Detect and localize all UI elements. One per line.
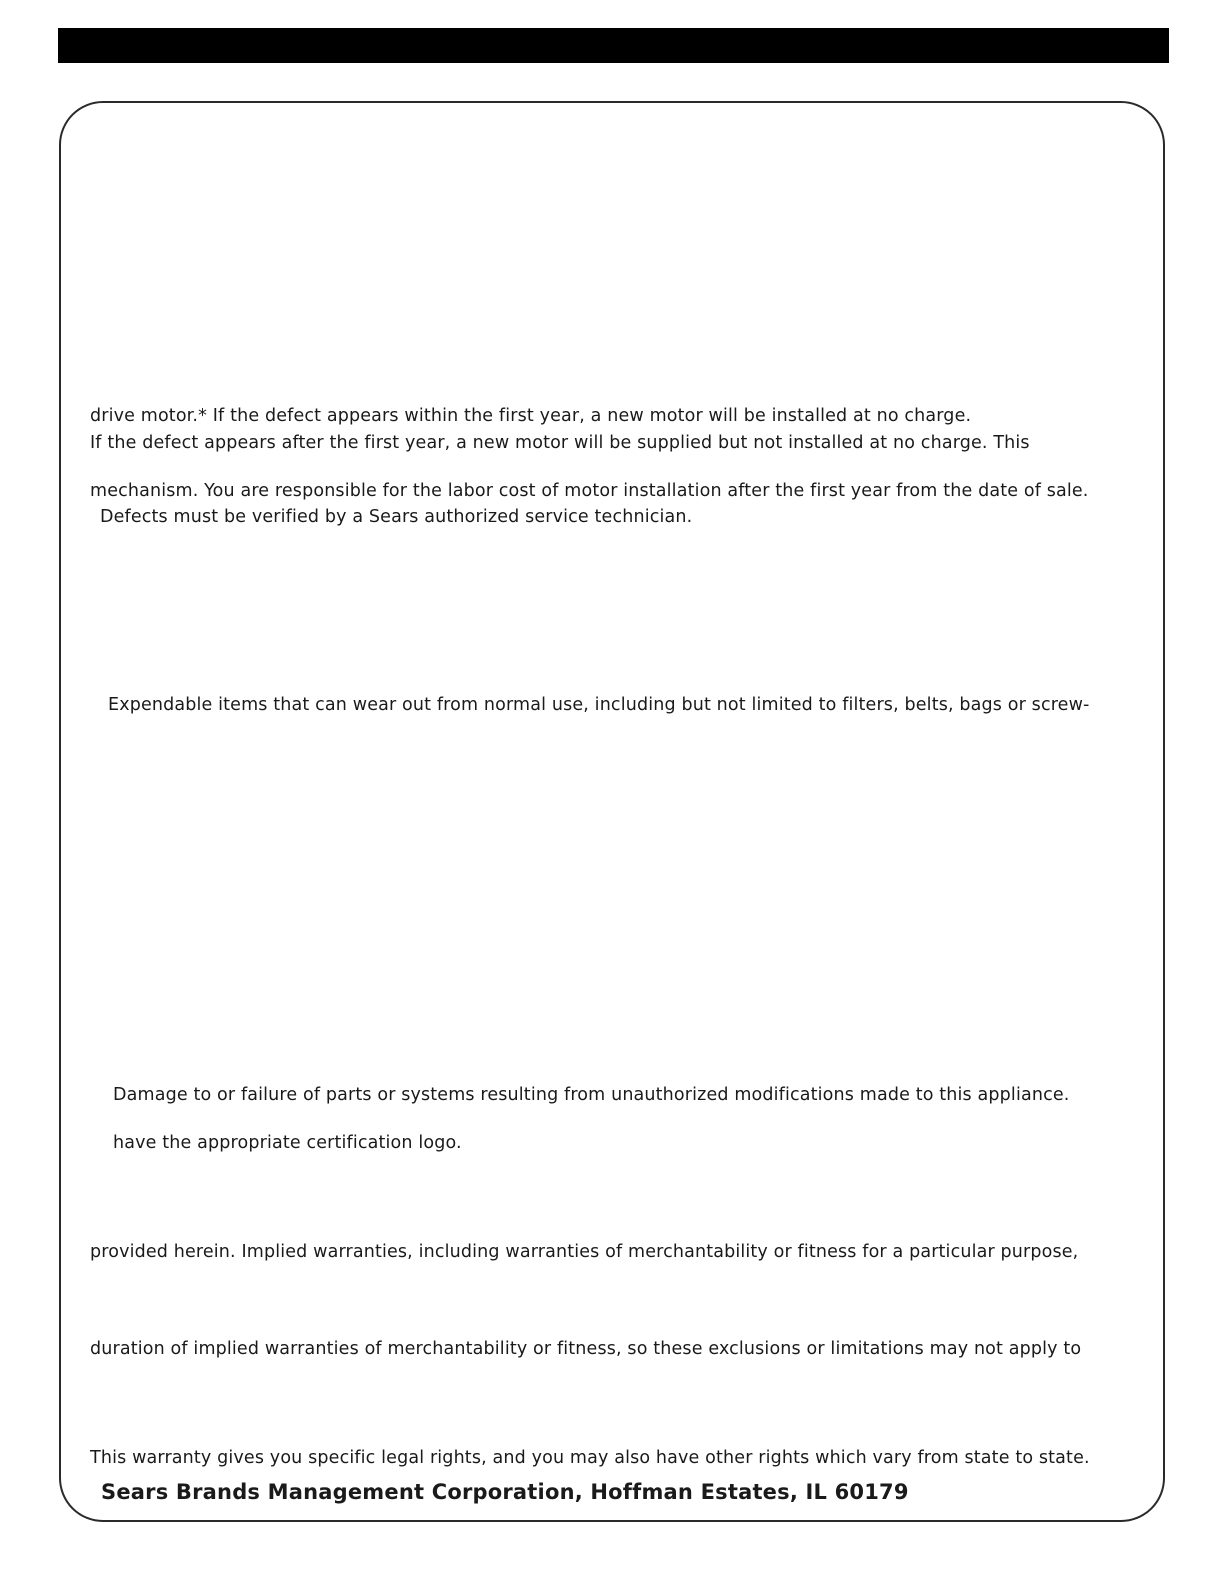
text-line-damage: Damage to or failure of parts or systems resulting from unauthorized modifications made to this appliance.	[113, 1085, 1070, 1105]
text-line-drive-motor: drive motor.* If the defect appears within the first year, a new motor will be installed at no charge.	[90, 406, 972, 426]
text-line-certification: have the appropriate certification logo.	[113, 1133, 462, 1153]
text-line-expendable: Expendable items that can wear out from normal use, including but not limited to filters, belts, bags or screw-	[108, 695, 1090, 715]
text-line-duration: duration of implied warranties of merchantability or fitness, so these exclusions or limitations may not apply to	[90, 1339, 1082, 1359]
warranty-frame	[59, 101, 1165, 1522]
text-line-legal-rights: This warranty gives you specific legal rights, and you may also have other rights which vary from state to state.	[90, 1448, 1090, 1468]
text-line-mechanism: mechanism. You are responsible for the labor cost of motor installation after the first year from the date of sale.	[90, 481, 1089, 501]
text-line-defects-verified: Defects must be verified by a Sears authorized service technician.	[100, 507, 693, 527]
text-line-after-first-year: If the defect appears after the first year, a new motor will be supplied but not installed at no charge. This	[90, 433, 1030, 453]
header-bar	[58, 28, 1169, 63]
text-line-provided-herein: provided herein. Implied warranties, including warranties of merchantability or fitness for a particular purpose,	[90, 1242, 1079, 1262]
corporation-address: Sears Brands Management Corporation, Hoffman Estates, IL 60179	[101, 1480, 909, 1504]
